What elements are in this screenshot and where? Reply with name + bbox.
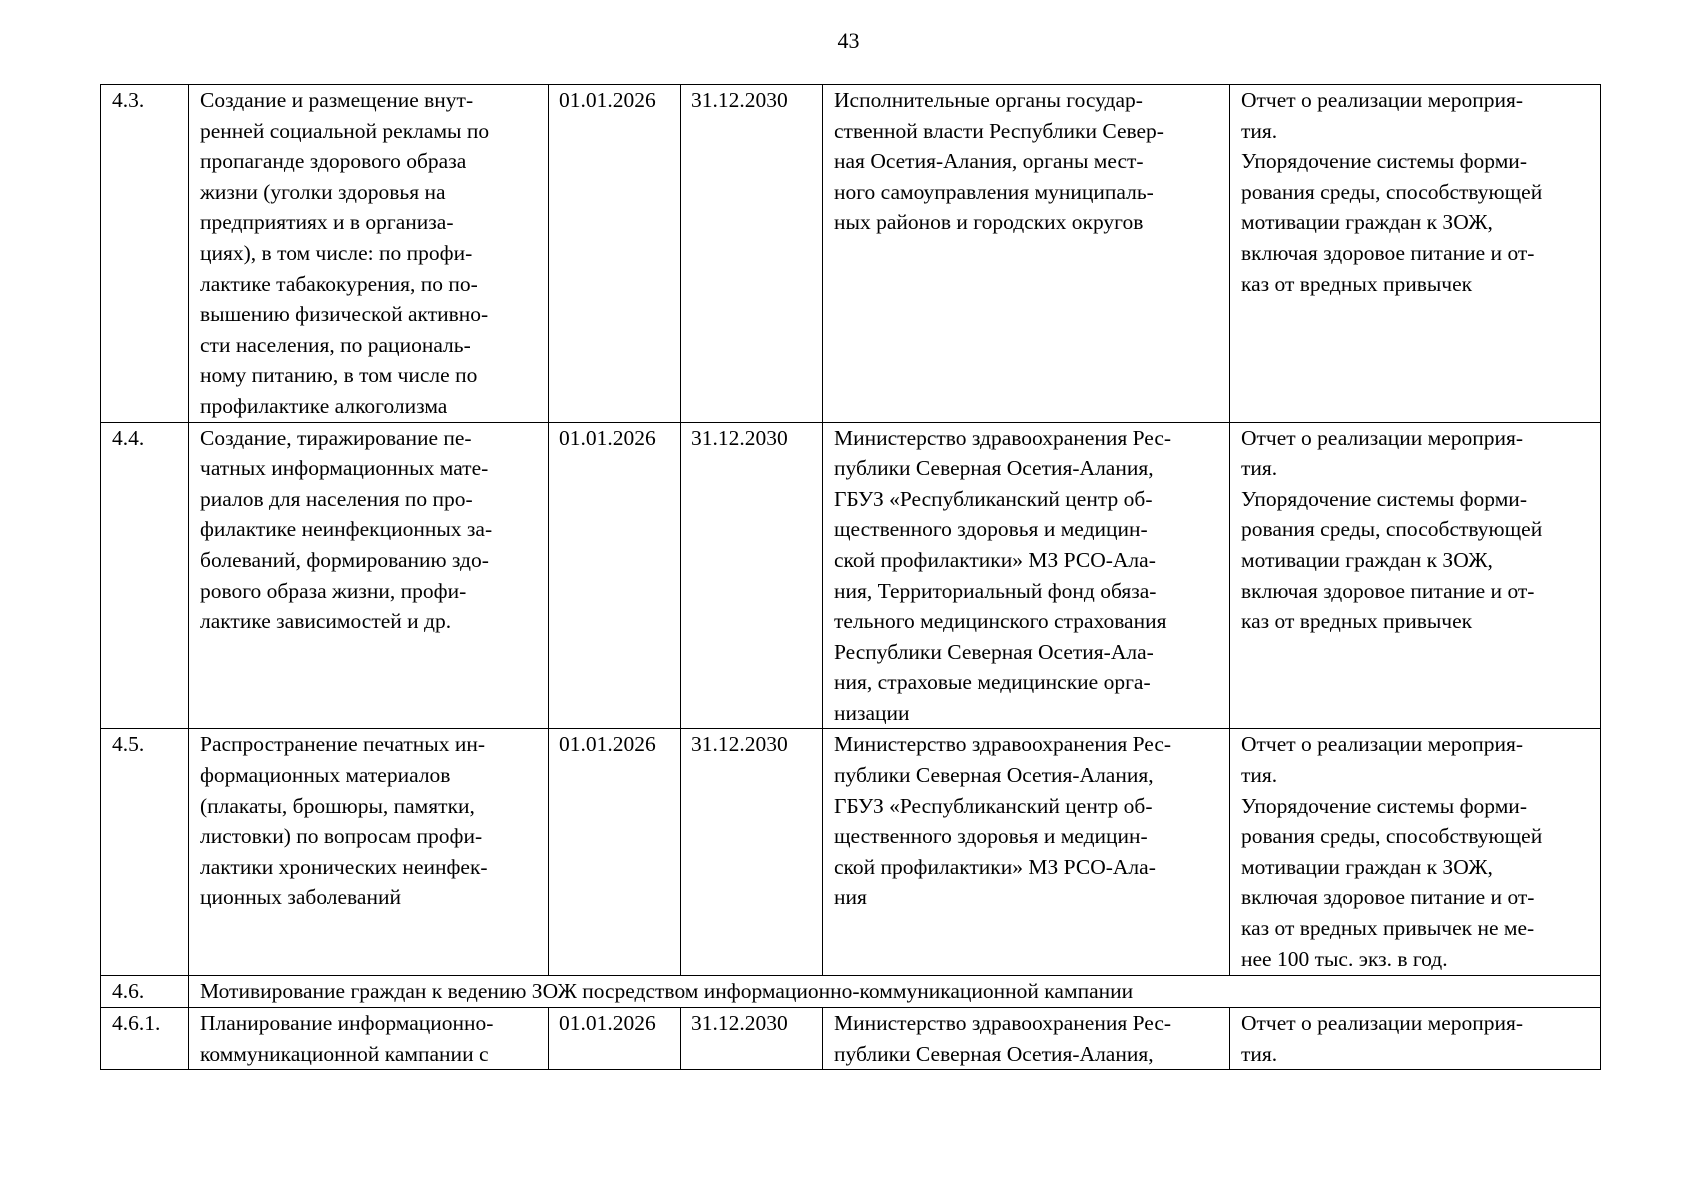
text-line: включая здоровое питание и от- — [1241, 885, 1535, 910]
executors — [823, 1008, 1230, 1070]
end-date: 31.12.2030 — [681, 85, 823, 423]
result-text — [1241, 1008, 1592, 1069]
text-line: ренней социальной рекламы по — [200, 118, 490, 143]
text-line: Создание, тиражирование пе- — [200, 425, 472, 450]
text-line: Министерство здравоохранения Рес- — [834, 732, 1172, 757]
text-line: Отчет о реализации мероприя- — [1241, 425, 1524, 450]
event-text — [200, 729, 540, 913]
text-line: щественного здоровья и медицин- — [834, 824, 1148, 849]
text-line: рования среды, способствующей — [1241, 824, 1543, 849]
text-line: публики Северная Осетия-Алания, — [834, 456, 1154, 481]
result-text — [1241, 729, 1592, 974]
text-line: ния — [834, 885, 867, 910]
text-line: Исполнительные органы государ- — [834, 88, 1143, 112]
text-line: филактике неинфекционных за- — [200, 517, 493, 542]
text-line: вышению физической активно- — [200, 302, 489, 327]
row-number: 4.4. — [101, 422, 189, 729]
page-number: 43 — [837, 28, 860, 53]
expected-result — [1230, 729, 1601, 976]
text-line: мотивации граждан к ЗОЖ, — [1241, 547, 1493, 572]
table-row-4-5 — [101, 729, 1601, 976]
end-date: 31.12.2030 — [681, 729, 823, 976]
text-line: мотивации граждан к ЗОЖ, — [1241, 210, 1493, 235]
result-text — [1241, 85, 1592, 299]
text-line: мотивации граждан к ЗОЖ, — [1241, 854, 1493, 879]
text-line: низации — [834, 700, 910, 725]
start-date: 01.01.2026 — [549, 1008, 681, 1070]
executors-text — [834, 729, 1221, 913]
text-line: риалов для населения по про- — [200, 486, 473, 511]
text-line: лактике зависимостей и др. — [200, 609, 452, 634]
text-line: тия. — [1241, 118, 1278, 143]
text-line: болеваний, формированию здо- — [200, 547, 489, 572]
text-line: Республики Северная Осетия-Ала- — [834, 639, 1154, 664]
text-line: включая здоровое питание и от- — [1241, 578, 1535, 603]
text-line: Упорядочение системы форми- — [1241, 486, 1527, 511]
text-line: ционных заболеваний — [200, 885, 401, 910]
section-number: 4.6. — [101, 976, 189, 1008]
text-line: ного самоуправления муниципаль- — [834, 179, 1154, 204]
text-line: Упорядочение системы форми- — [1241, 149, 1527, 174]
text-line: Отчет о реализации мероприя- — [1241, 88, 1524, 112]
text-line: рового образа жизни, профи- — [200, 578, 467, 603]
executors-text — [834, 423, 1221, 729]
event-description — [189, 729, 549, 976]
executors — [823, 85, 1230, 423]
text-line: включая здоровое питание и от- — [1241, 240, 1535, 265]
text-line: ской профилактики» МЗ РСО-Ала- — [834, 547, 1156, 572]
end-date: 31.12.2030 — [681, 422, 823, 729]
table-row-4-6-1 — [101, 1008, 1601, 1070]
event-text — [200, 423, 540, 637]
text-line: ния, Территориальный фонд обяза- — [834, 578, 1157, 603]
text-line: ному питанию, в том числе по — [200, 363, 478, 388]
text-line: жизни (уголки здоровья на — [200, 179, 446, 204]
event-description — [189, 422, 549, 729]
text-line: ственной власти Республики Север- — [834, 118, 1164, 143]
text-line: каз от вредных привычек — [1241, 609, 1473, 634]
text-line: коммуникационной кампании с — [200, 1041, 489, 1066]
text-line: щественного здоровья и медицин- — [834, 517, 1148, 542]
text-line: Отчет о реализации мероприя- — [1241, 732, 1524, 757]
text-line: профилактике алкоголизма — [200, 393, 448, 418]
row-number: 4.3. — [101, 85, 189, 423]
text-line: Упорядочение системы форми- — [1241, 793, 1527, 818]
text-line: рования среды, способствующей — [1241, 179, 1543, 204]
text-line: тия. — [1241, 763, 1278, 788]
start-date: 01.01.2026 — [549, 729, 681, 976]
text-line: формационных материалов — [200, 763, 451, 788]
event-description — [189, 85, 549, 423]
text-line: ской профилактики» МЗ РСО-Ала- — [834, 854, 1156, 879]
text-line: пропаганде здорового образа — [200, 149, 467, 174]
text-line: ния, страховые медицинские орга- — [834, 670, 1151, 695]
text-line: (плакаты, брошюры, памятки, — [200, 793, 475, 818]
text-line: Создание и размещение внут- — [200, 88, 474, 112]
start-date: 01.01.2026 — [549, 85, 681, 423]
event-description — [189, 1008, 549, 1070]
executors-text — [834, 1008, 1221, 1069]
executors — [823, 422, 1230, 729]
event-text — [200, 85, 540, 422]
row-number: 4.5. — [101, 729, 189, 976]
expected-result — [1230, 85, 1601, 423]
text-line: Министерство здравоохранения Рес- — [834, 1011, 1172, 1036]
table-row-4-3 — [101, 85, 1601, 423]
text-line: тия. — [1241, 1041, 1278, 1066]
text-line: Планирование информационно- — [200, 1011, 494, 1036]
text-line: Распространение печатных ин- — [200, 732, 486, 757]
section-title: Мотивирование граждан к ведению ЗОЖ посредством информационно-коммуникационной кампании — [189, 976, 1601, 1008]
text-line: Отчет о реализации мероприя- — [1241, 1011, 1524, 1036]
text-line: ГБУЗ «Республиканский центр об- — [834, 793, 1153, 818]
text-line: каз от вредных привычек не ме- — [1241, 916, 1535, 941]
text-line: публики Северная Осетия-Алания, — [834, 1041, 1154, 1066]
expected-result — [1230, 1008, 1601, 1070]
text-line: Министерство здравоохранения Рес- — [834, 425, 1172, 450]
text-line: ная Осетия-Алания, органы мест- — [834, 149, 1144, 174]
text-line: тия. — [1241, 456, 1278, 481]
measures-table — [100, 84, 1601, 1070]
end-date: 31.12.2030 — [681, 1008, 823, 1070]
text-line: рования среды, способствующей — [1241, 517, 1543, 542]
row-number: 4.6.1. — [101, 1008, 189, 1070]
text-line: чатных информационных мате- — [200, 456, 489, 481]
text-line: лактики хронических неинфек- — [200, 854, 488, 879]
text-line: тельного медицинского страхования — [834, 609, 1167, 634]
expected-result — [1230, 422, 1601, 729]
section-row-4-6 — [101, 976, 1601, 1008]
text-line: ГБУЗ «Республиканский центр об- — [834, 486, 1153, 511]
text-line: лактике табакокурения, по по- — [200, 271, 478, 296]
text-line: листовки) по вопросам профи- — [200, 824, 483, 849]
text-line: ных районов и городских округов — [834, 210, 1144, 235]
text-line: нее 100 тыс. экз. в год. — [1241, 946, 1448, 971]
text-line: сти населения, по рациональ- — [200, 332, 471, 357]
executors — [823, 729, 1230, 976]
table-row-4-4 — [101, 422, 1601, 729]
text-line: публики Северная Осетия-Алания, — [834, 763, 1154, 788]
text-line: каз от вредных привычек — [1241, 271, 1473, 296]
text-line: циях), в том числе: по профи- — [200, 240, 473, 265]
event-text — [200, 1008, 540, 1069]
executors-text — [834, 85, 1221, 238]
start-date: 01.01.2026 — [549, 422, 681, 729]
result-text — [1241, 423, 1592, 637]
text-line: предприятиях и в организа- — [200, 210, 454, 235]
